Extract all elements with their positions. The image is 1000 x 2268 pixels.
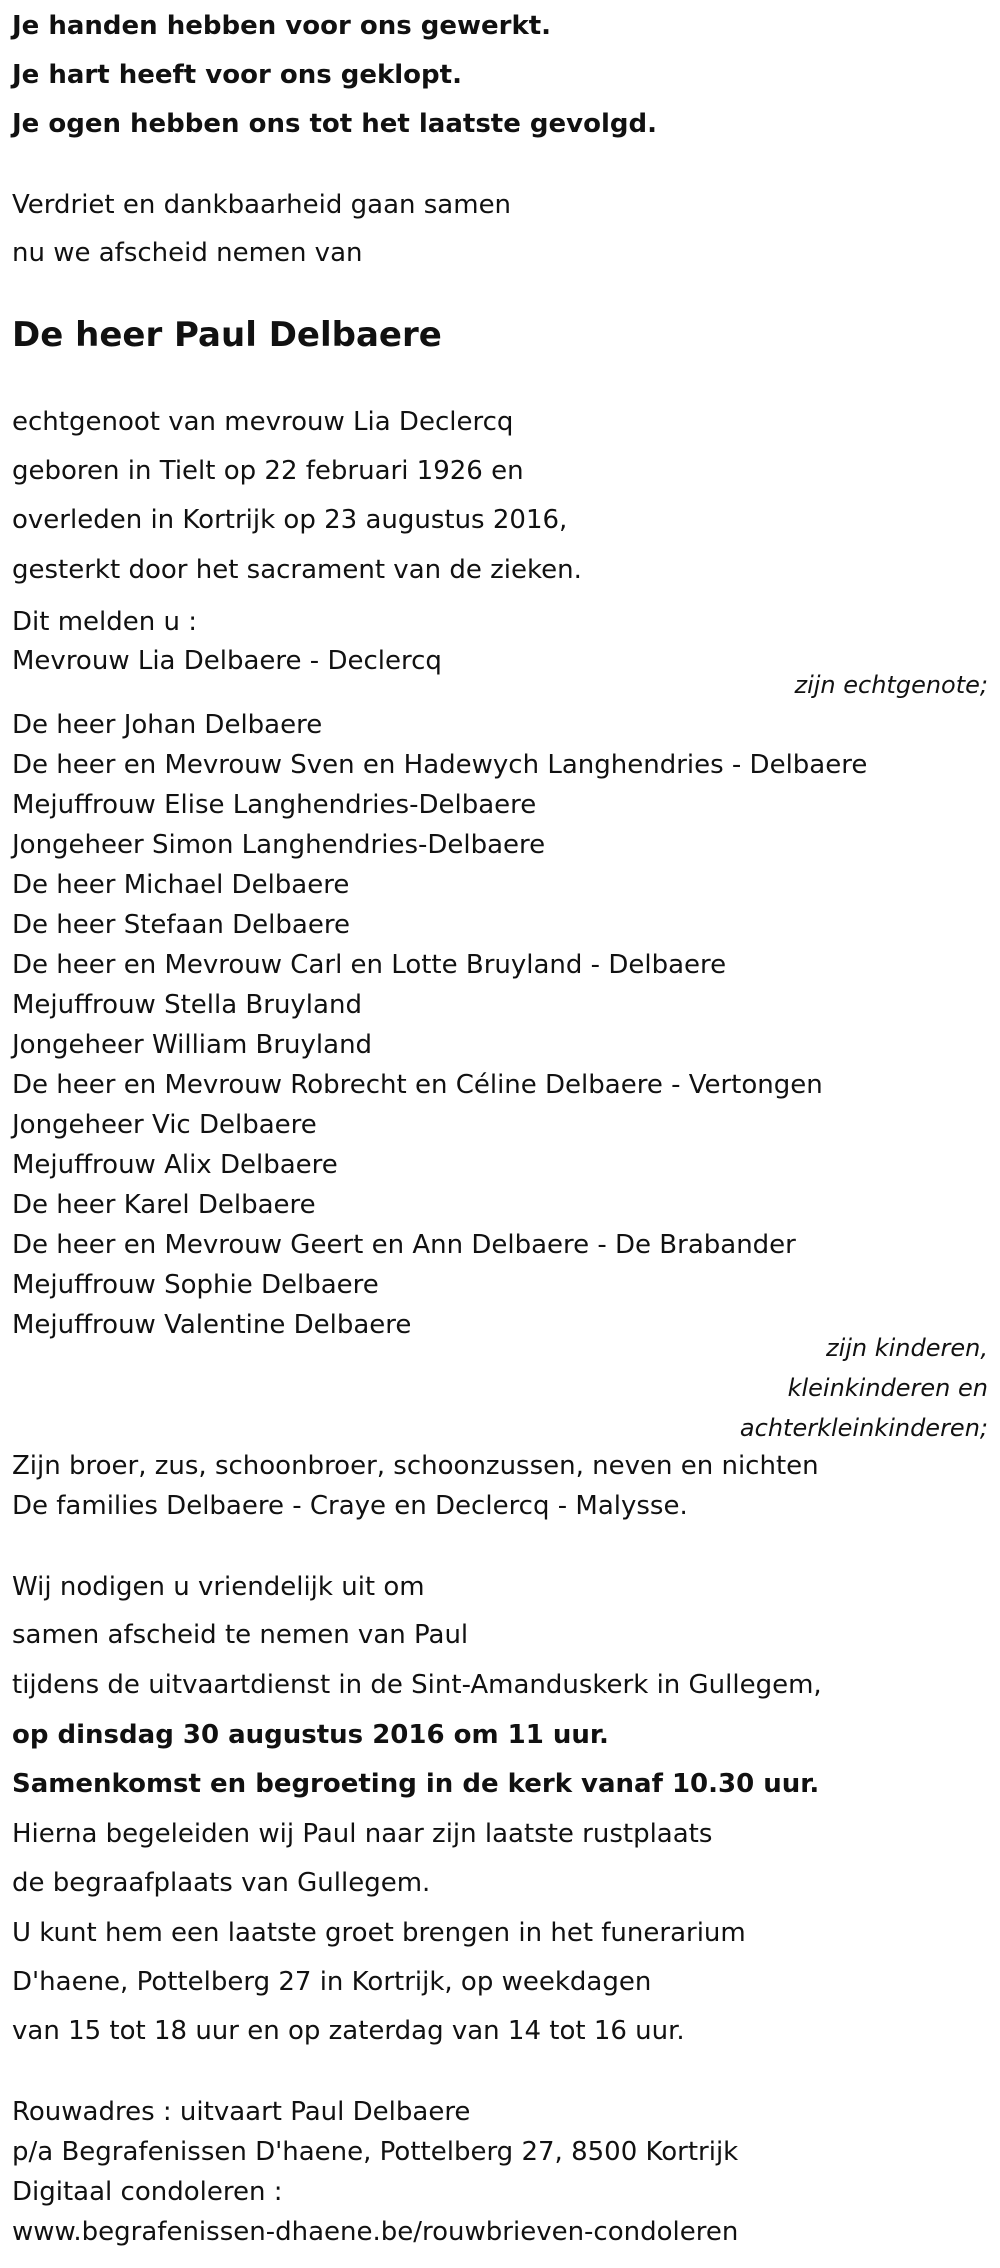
condolence-link[interactable]: www.begrafenissen-dhaene.be/rouwbrieven-condoleren bbox=[12, 2217, 739, 2247]
burial-line: van 15 tot 18 uur en op zaterdag van 14 tot 16 uur. bbox=[12, 2016, 685, 2046]
child-name: De heer Karel Delbaere bbox=[12, 1190, 316, 1220]
poem-line: Je hart heeft voor ons geklopt. bbox=[12, 60, 462, 90]
burial-line: Hierna begeleiden wij Paul naar zijn laatste rustplaats bbox=[12, 1819, 713, 1849]
burial-line: de begraafplaats van Gullegem. bbox=[12, 1868, 431, 1898]
address-line: Rouwadres : uitvaart Paul Delbaere bbox=[12, 2097, 471, 2127]
child-name: Mejuffrouw Elise Langhendries-Delbaere bbox=[12, 790, 537, 820]
child-name: Jongeheer Simon Langhendries-Delbaere bbox=[12, 830, 546, 860]
announce-line: Dit melden u : bbox=[12, 607, 197, 637]
child-name: De heer en Mevrouw Geert en Ann Delbaere - De Brabander bbox=[12, 1230, 796, 1260]
child-name: De heer Stefaan Delbaere bbox=[12, 910, 350, 940]
child-name: Mejuffrouw Sophie Delbaere bbox=[12, 1270, 379, 1300]
child-name: Jongeheer Vic Delbaere bbox=[12, 1110, 317, 1140]
relatives-line: Zijn broer, zus, schoonbroer, schoonzussen, neven en nichten bbox=[12, 1451, 819, 1481]
burial-line: D'haene, Pottelberg 27 in Kortrijk, op weekdagen bbox=[12, 1967, 652, 1997]
relation-line: achterkleinkinderen; bbox=[739, 1414, 988, 1442]
bio-line: gesterkt door het sacrament van de zieken. bbox=[12, 555, 582, 585]
service-gathering: Samenkomst en begroeting in de kerk vanaf 10.30 uur. bbox=[12, 1769, 820, 1799]
child-name: De heer Johan Delbaere bbox=[12, 710, 323, 740]
bio-line: echtgenoot van mevrouw Lia Declercq bbox=[12, 407, 514, 437]
invitation-line: samen afscheid te nemen van Paul bbox=[12, 1620, 469, 1650]
spouse-relation: zijn echtgenote; bbox=[794, 671, 988, 699]
address-line: Digitaal condoleren : bbox=[12, 2177, 283, 2207]
relation-line: zijn kinderen, bbox=[825, 1334, 988, 1362]
poem-line: Je ogen hebben ons tot het laatste gevolgd. bbox=[12, 109, 657, 139]
child-name: De heer en Mevrouw Robrecht en Céline Delbaere - Vertongen bbox=[12, 1070, 823, 1100]
intro-line: Verdriet en dankbaarheid gaan samen bbox=[12, 190, 512, 220]
deceased-name: De heer Paul Delbaere bbox=[12, 315, 442, 355]
child-name: Mejuffrouw Alix Delbaere bbox=[12, 1150, 338, 1180]
child-name: Mejuffrouw Valentine Delbaere bbox=[12, 1310, 412, 1340]
relatives-line: De families Delbaere - Craye en Declercq - Malysse. bbox=[12, 1491, 688, 1521]
spouse-name: Mevrouw Lia Delbaere - Declercq bbox=[12, 646, 442, 676]
poem-line: Je handen hebben voor ons gewerkt. bbox=[12, 11, 552, 41]
child-name: De heer en Mevrouw Sven en Hadewych Langhendries - Delbaere bbox=[12, 750, 868, 780]
service-date: op dinsdag 30 augustus 2016 om 11 uur. bbox=[12, 1720, 609, 1750]
invitation-line: Wij nodigen u vriendelijk uit om bbox=[12, 1572, 425, 1602]
child-name: Jongeheer William Bruyland bbox=[12, 1030, 373, 1060]
invitation-line: tijdens de uitvaartdienst in de Sint-Amanduskerk in Gullegem, bbox=[12, 1670, 822, 1700]
relation-line: kleinkinderen en bbox=[787, 1374, 988, 1402]
child-name: De heer en Mevrouw Carl en Lotte Bruyland - Delbaere bbox=[12, 950, 727, 980]
intro-line: nu we afscheid nemen van bbox=[12, 238, 363, 268]
burial-line: U kunt hem een laatste groet brengen in het funerarium bbox=[12, 1918, 746, 1948]
child-name: Mejuffrouw Stella Bruyland bbox=[12, 990, 362, 1020]
child-name: De heer Michael Delbaere bbox=[12, 870, 350, 900]
address-line: p/a Begrafenissen D'haene, Pottelberg 27, 8500 Kortrijk bbox=[12, 2137, 739, 2167]
bio-line: geboren in Tielt op 22 februari 1926 en bbox=[12, 456, 524, 486]
bio-line: overleden in Kortrijk op 23 augustus 2016, bbox=[12, 505, 568, 535]
